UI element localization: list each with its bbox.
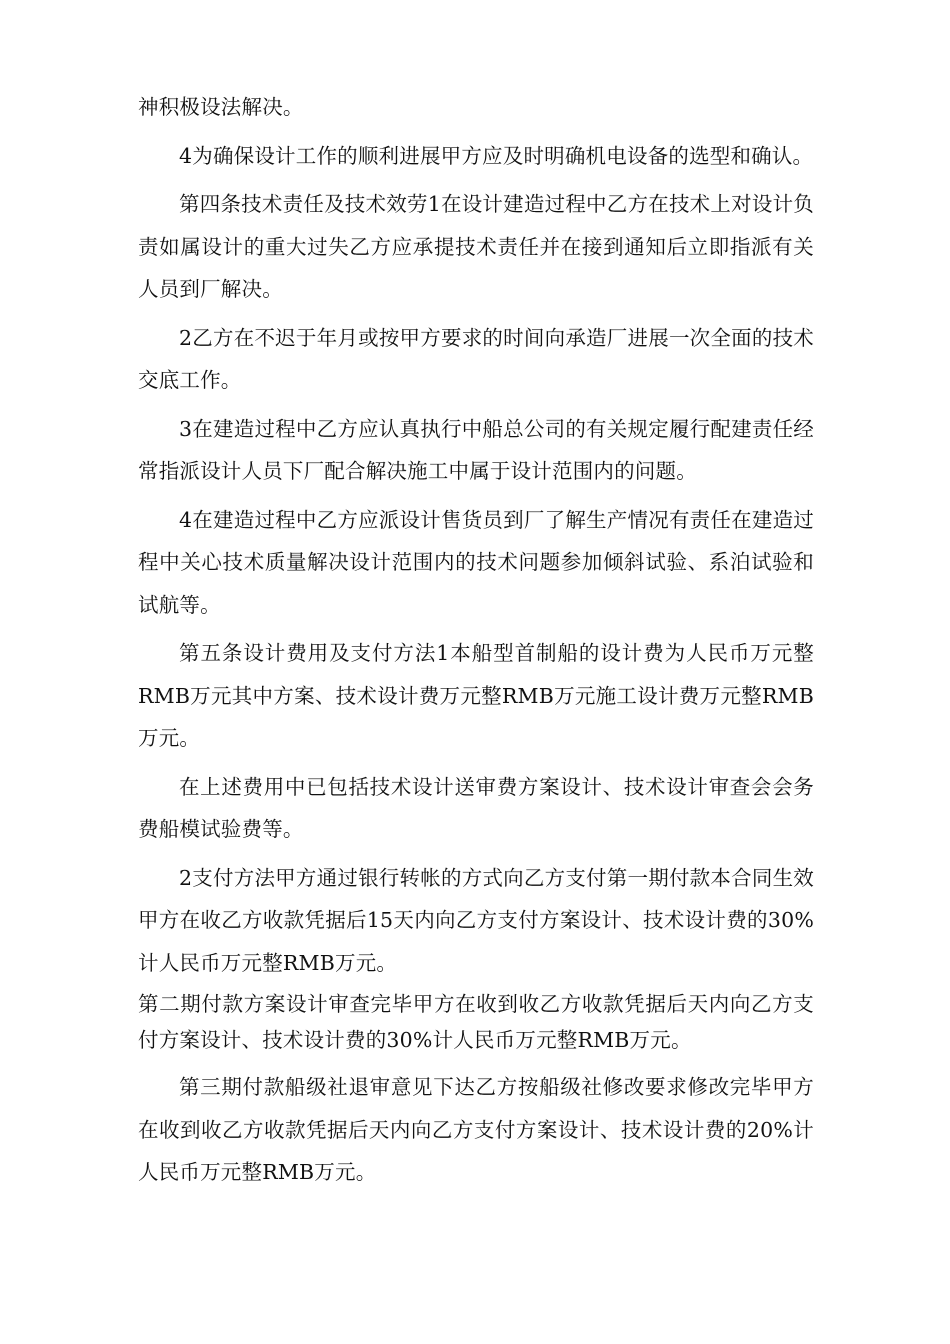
paragraph-construction-regulations: 3在建造过程中乙方应认真执行中船总公司的有关规定履行配建责任经常指派设计人员下厂配合解决施工中属于设计范围内的问题。 — [138, 416, 814, 483]
document-page — [138, 86, 814, 1200]
paragraph-payment-third-phase: 第三期付款船级社退审意见下达乙方按船级社修改要求修改完毕甲方在收到收乙方收款凭据后天内向乙方支付方案设计、技术设计费的20%计人民币万元整RMB万元。 — [138, 1075, 814, 1184]
paragraph-article-4-tech-responsibility: 第四条技术责任及技术效劳1在设计建造过程中乙方在技术上对设计负责如属设计的重大过失乙方应承提技术责任并在接到通知后立即指派有关人员到厂解决。 — [138, 192, 814, 301]
paragraph-article-5-design-fees: 第五条设计费用及支付方法1本船型首制船的设计费为人民币万元整RMB万元其中方案、技术设计费万元整RMB万元施工设计费万元整RMB万元。 — [138, 641, 814, 750]
paragraph-fees-included: 在上述费用中已包括技术设计送审费方案设计、技术设计审查会会务费船模试验费等。 — [138, 774, 814, 841]
paragraph-onsite-designer: 4在建造过程中乙方应派设计售货员到厂了解生产情况有责任在建造过程中关心技术质量解决设计范围内的技术问题参加倾斜试验、系泊试验和试航等。 — [138, 507, 814, 617]
paragraph-equipment-selection: 4为确保设计工作的顺利进展甲方应及时明确机电设备的选型和确认。 — [179, 143, 814, 168]
paragraph-payment-first-phase: 2支付方法甲方通过银行转帐的方式向乙方支付第一期付款本合同生效甲方在收乙方收款凭据后15天内向乙方支付方案设计、技术设计费的30%计人民币万元整RMB万元。 — [138, 865, 814, 975]
paragraph-payment-second-phase: 第二期付款方案设计审查完毕甲方在收到收乙方收款凭据后天内向乙方支付方案设计、技术设计费的30%计人民币万元整RMB万元。 — [138, 992, 814, 1052]
paragraph-continuation: 神积极设法解决。 — [138, 95, 304, 119]
paragraph-tech-briefing: 2乙方在不迟于年月或按甲方要求的时间向承造厂进展一次全面的技术交底工作。 — [138, 325, 814, 392]
